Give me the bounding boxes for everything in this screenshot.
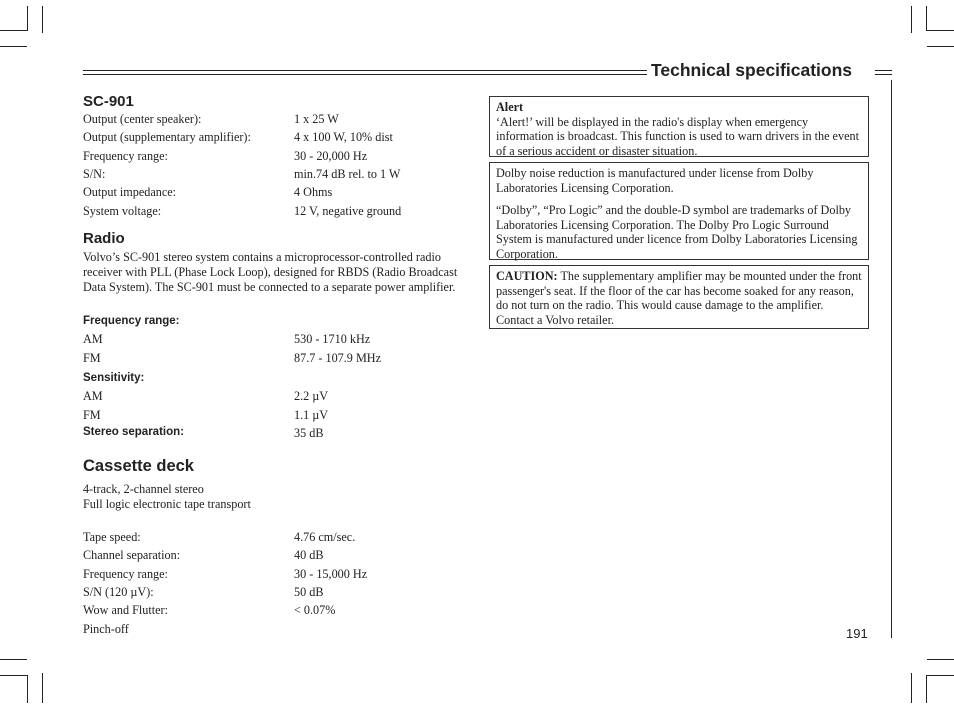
spec-label: FM (83, 351, 101, 365)
spec-row (83, 204, 483, 220)
spec-value: 1 x 25 W (294, 112, 339, 126)
cassette-line-1: 4-track, 2-channel stereo (83, 482, 204, 496)
spec-value: 2.2 µV (294, 389, 329, 403)
spec-row (83, 622, 483, 638)
spec-row (83, 567, 483, 583)
spec-label: S/N (120 µV): (83, 585, 154, 599)
spec-value: 12 V, negative ground (294, 204, 402, 218)
spec-row (83, 185, 483, 201)
spec-row (83, 351, 483, 367)
spec-row (83, 149, 483, 165)
spec-label: Channel separation: (83, 548, 181, 562)
spec-label: S/N: (83, 167, 106, 181)
spec-value: 87.7 - 107.9 MHz (294, 351, 381, 365)
cassette-heading: Cassette deck (83, 457, 194, 475)
spec-label: Output (supplementary amplifier): (83, 130, 251, 144)
dolby-para-2: “Dolby”, “Pro Logic” and the double-D symbol are trademarks of Dolby Laboratories Licensing Corporation. The Dolby Pro Logic Surround System is manufactured under licence from Dolby Laboratories Licensing Corporation. (496, 203, 858, 261)
spec-label: Frequency range: (83, 149, 168, 163)
spec-row (83, 130, 483, 146)
spec-label: AM (83, 389, 103, 403)
caution-text: The supplementary amplifier may be mounted under the front passenger's seat. If the floor of the car has become soaked for any reason, do not turn on the radio. This would cause damage to the amplifier. Contact a Volvo retailer. (496, 269, 862, 327)
page-number: 191 (846, 626, 868, 641)
spec-row (83, 389, 483, 405)
dolby-para-1: Dolby noise reduction is manufactured under license from Dolby Laboratories Licensing Corporation. (496, 166, 814, 195)
spec-value: 4 Ohms (294, 185, 333, 199)
spec-row (83, 112, 483, 128)
spec-value: 40 dB (294, 548, 324, 562)
spec-label: System voltage: (83, 204, 162, 218)
spec-row (83, 548, 483, 564)
spec-label: Frequency range: (83, 567, 168, 581)
alert-box (489, 96, 869, 157)
right-margin-rule (891, 80, 892, 638)
dolby-box (489, 162, 869, 260)
alert-title: Alert (496, 100, 524, 114)
spec-label: Tape speed: (83, 530, 141, 544)
spec-label: Wow and Flutter: (83, 603, 168, 617)
sensitivity-heading: Sensitivity: (83, 372, 145, 384)
spec-row (83, 603, 483, 619)
alert-text: ‘Alert!’ will be displayed in the radio's display when emergency information is broadcast. This function is used to warn drivers in the event of a serious accident or disaster situation. (496, 114, 859, 158)
spec-value: 4 x 100 W, 10% dist (294, 130, 393, 144)
spec-label: Output (center speaker): (83, 112, 202, 126)
spec-value: 1.1 µV (294, 408, 329, 422)
frequency-range-heading: Frequency range: (83, 315, 180, 327)
spec-value: min.74 dB rel. to 1 W (294, 167, 401, 181)
sc901-heading: SC-901 (83, 93, 134, 110)
spec-value: < 0.07% (294, 603, 336, 617)
spec-value: 35 dB (294, 426, 324, 440)
cassette-line-2: Full logic electronic tape transport (83, 497, 251, 511)
spec-row (83, 167, 483, 183)
stereo-separation-row (83, 426, 483, 442)
caution-label: CAUTION: (496, 269, 558, 283)
spec-label: AM (83, 332, 103, 346)
spec-row (83, 530, 483, 546)
spec-label: Stereo separation: (83, 426, 184, 438)
radio-intro: Volvo’s SC-901 stereo system contains a microprocessor-controlled radio receiver with PLL (Phase Lock Loop), designed for RBDS (Radio Broadcast Data System). The SC-901 must be connected to a separate power amplifier. (83, 250, 458, 294)
spec-label: Pinch-off (83, 622, 129, 636)
caution-box (489, 265, 869, 329)
spec-value: 4.76 cm/sec. (294, 530, 356, 544)
page-title: Technical specifications (651, 60, 852, 80)
spec-label: FM (83, 408, 101, 422)
spec-row (83, 332, 483, 348)
spec-row (83, 408, 483, 424)
spec-value: 530 - 1710 kHz (294, 332, 371, 346)
spec-label: Output impedance: (83, 185, 177, 199)
spec-value: 50 dB (294, 585, 324, 599)
spec-value: 30 - 20,000 Hz (294, 149, 368, 163)
radio-heading: Radio (83, 230, 125, 247)
spec-row (83, 585, 483, 601)
spec-value: 30 - 15,000 Hz (294, 567, 368, 581)
